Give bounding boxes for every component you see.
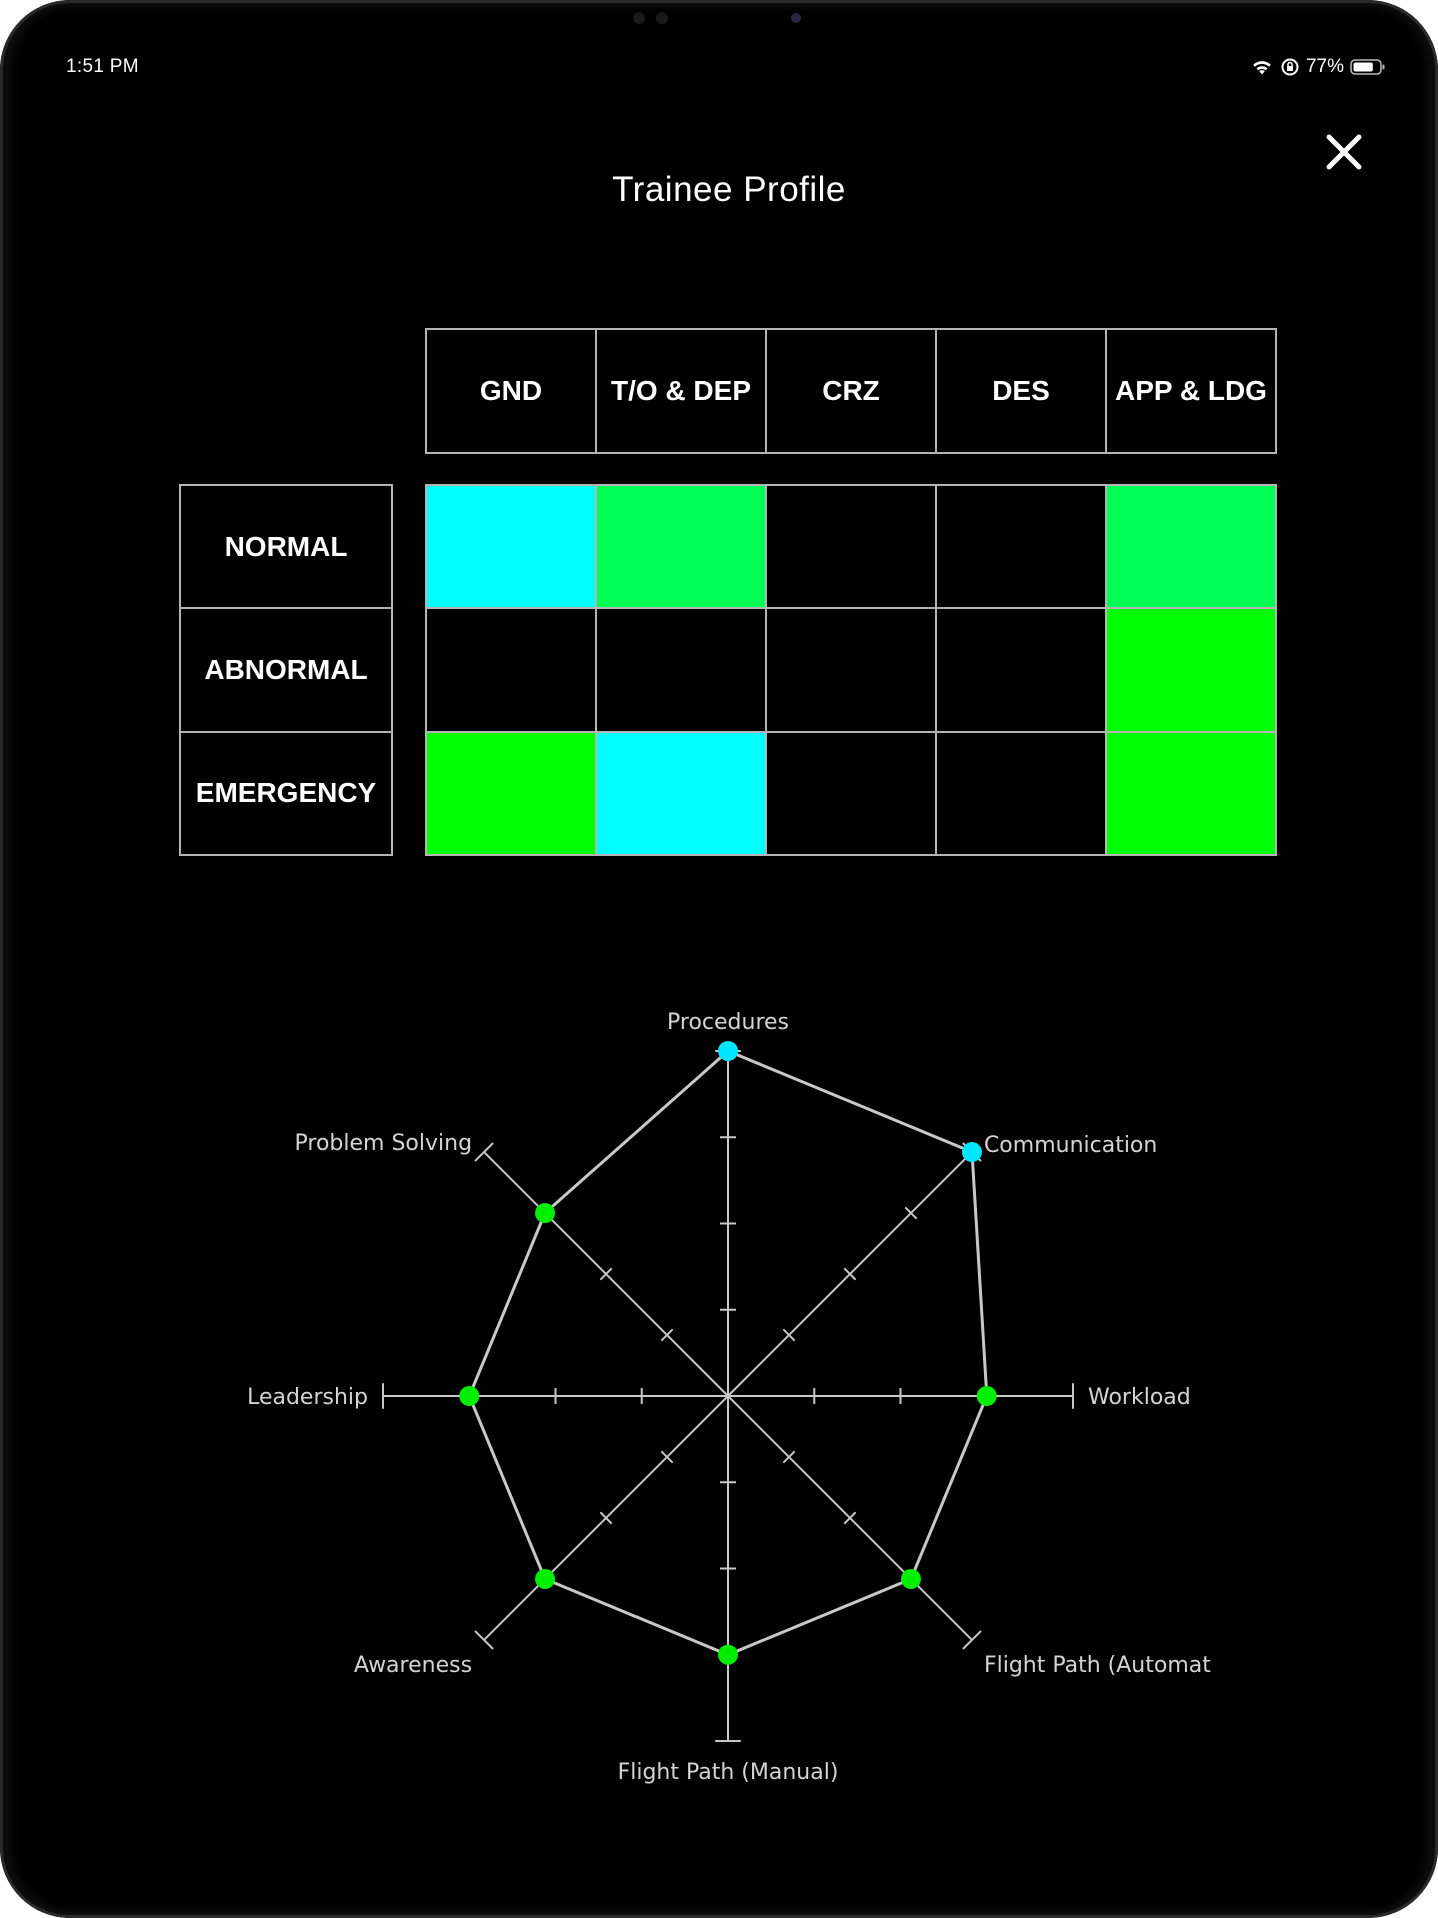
- matrix-cell-abnormal-0[interactable]: [427, 609, 595, 730]
- radar-label-leadership: Leadership: [247, 1385, 368, 1410]
- matrix-cell-abnormal-1[interactable]: [597, 609, 765, 730]
- radar-label-awareness: Awareness: [353, 1652, 473, 1678]
- radar-point-flight-path-automat: [901, 1569, 921, 1589]
- column-header: APP & LDG: [1105, 328, 1277, 454]
- radar-point-workload: [977, 1386, 997, 1406]
- matrix-cell-normal-4[interactable]: [1107, 486, 1275, 607]
- radar-label-procedures: Procedures: [667, 1010, 789, 1035]
- matrix-cell-abnormal-3[interactable]: [937, 609, 1105, 730]
- wifi-icon: [1250, 58, 1274, 76]
- radar-point-leadership: [459, 1386, 479, 1406]
- phase-header-row: [425, 328, 1277, 454]
- radar-label-workload: Workload: [1088, 1385, 1191, 1410]
- close-button[interactable]: [1322, 130, 1366, 174]
- status-time: 1:51 PM: [66, 56, 139, 77]
- radar-point-communication: [962, 1142, 982, 1162]
- matrix-cell-abnormal-4[interactable]: [1107, 609, 1275, 730]
- status-indicators: [1250, 56, 1386, 78]
- radar-point-procedures: [718, 1041, 738, 1061]
- matrix-cell-emergency-3[interactable]: [937, 733, 1105, 854]
- column-header: DES: [935, 328, 1105, 454]
- radar-label-flight-path-automat: Flight Path (Automat: [983, 1652, 1211, 1678]
- radar-label-flight-path-manual: Flight Path (Manual): [617, 1760, 839, 1785]
- column-header: T/O & DEP: [595, 328, 765, 454]
- column-header: GND: [425, 328, 595, 454]
- sensor-dot: [656, 12, 668, 24]
- sensor-dot: [633, 12, 645, 24]
- column-header: CRZ: [765, 328, 935, 454]
- matrix-cell-normal-1[interactable]: [597, 486, 765, 607]
- radar-label-communication: Communication: [983, 1133, 1158, 1159]
- radar-point-awareness: [535, 1569, 555, 1589]
- radar-point-problem-solving: [535, 1203, 555, 1223]
- matrix-cell-normal-0[interactable]: [427, 486, 595, 607]
- matrix-cell-emergency-1[interactable]: [597, 733, 765, 854]
- proficiency-matrix: [425, 484, 1277, 856]
- condition-labels: [179, 484, 393, 856]
- matrix-cell-abnormal-2[interactable]: [767, 609, 935, 730]
- row-label: EMERGENCY: [179, 731, 393, 856]
- matrix-cell-normal-2[interactable]: [767, 486, 935, 607]
- row-label: NORMAL: [179, 484, 393, 607]
- radar-label-problem-solving: Problem Solving: [294, 1131, 473, 1157]
- battery-percent: 77%: [1305, 56, 1344, 77]
- close-icon: [1322, 130, 1366, 174]
- matrix-cell-normal-3[interactable]: [937, 486, 1105, 607]
- orientation-lock-icon: [1280, 57, 1300, 77]
- battery-icon: [1350, 58, 1386, 76]
- page-title: Trainee Profile: [612, 170, 846, 209]
- matrix-cell-emergency-0[interactable]: [427, 733, 595, 854]
- radar-point-flight-path-manual: [718, 1645, 738, 1665]
- matrix-cell-emergency-2[interactable]: [767, 733, 935, 854]
- matrix-cell-emergency-4[interactable]: [1107, 733, 1275, 854]
- competency-radar-chart: [0, 980, 1438, 1800]
- front-camera: [791, 13, 801, 23]
- row-label: ABNORMAL: [179, 607, 393, 730]
